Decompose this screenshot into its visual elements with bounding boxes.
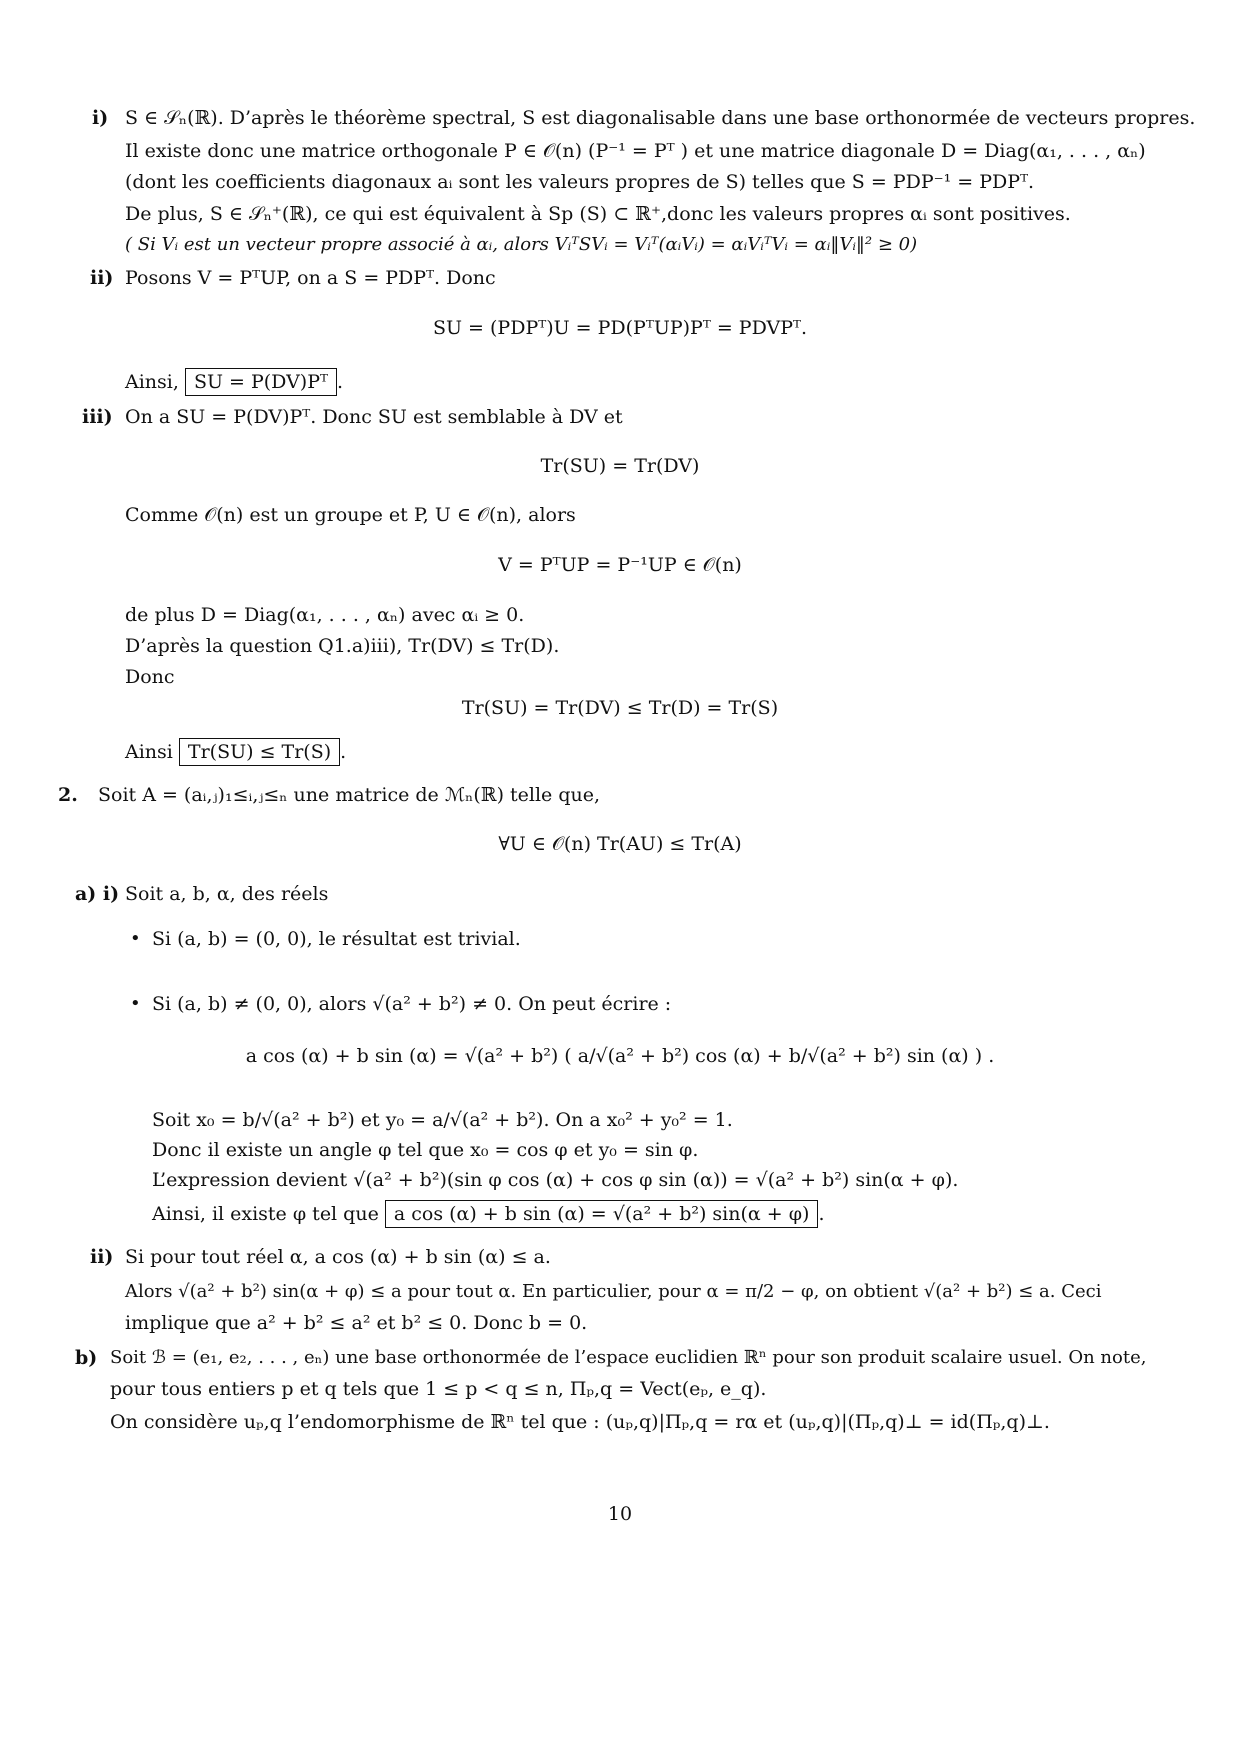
iii-equation-1: Tr(SU) = Tr(DV) bbox=[540, 455, 700, 477]
iii-equation-3: Tr(SU) = Tr(DV) ≤ Tr(D) = Tr(S) bbox=[461, 697, 779, 719]
ai-line-3: Donc il existe un angle φ tel que x₀ = cos φ et y₀ = sin φ. bbox=[152, 1139, 699, 1161]
label-iii: iii) bbox=[82, 406, 113, 428]
b-line-1: Soit ℬ = (e₁, e₂, . . . , eₙ) une base orthonormée de l’espace euclidien ℝⁿ pour son produit scalaire usuel. On note, bbox=[110, 1347, 1147, 1368]
b-line-3: On considère uₚ,q l’endomorphisme de ℝⁿ tel que : (uₚ,q)|Πₚ,q = rα et (uₚ,q)|(Πₚ,q)⊥ = id(Πₚ,q)⊥. bbox=[110, 1411, 1050, 1433]
iii-ainsi-text: Ainsi bbox=[125, 741, 173, 763]
ai-equation: a cos (α) + b sin (α) = √(a² + b²) ( a/√(a² + b²) cos (α) + b/√(a² + b²) sin (α) ) . bbox=[245, 1045, 995, 1067]
label-ii-2: ii) bbox=[90, 1246, 114, 1268]
iii-ainsi: Ainsi Tr(SU) ≤ Tr(S) . bbox=[125, 738, 346, 766]
ai-bullet-2: Si (a, b) ≠ (0, 0), alors √(a² + b²) ≠ 0. On peut écrire : bbox=[152, 993, 672, 1015]
ii-ainsi: Ainsi, SU = P(DV)Pᵀ . bbox=[125, 368, 343, 396]
ai-bullet-1: Si (a, b) = (0, 0), le résultat est trivial. bbox=[152, 928, 521, 950]
i-line-5: ( Si Vᵢ est un vecteur propre associé à αᵢ, alors VᵢᵀSVᵢ = Vᵢᵀ(αᵢVᵢ) = αᵢVᵢᵀVᵢ = αᵢ‖Vᵢ‖² ≥ 0) bbox=[125, 234, 918, 255]
i-line-4: De plus, S ∈ 𝒮ₙ⁺(ℝ), ce qui est équivalent à Sp (S) ⊂ ℝ⁺,donc les valeurs propres αᵢ sont positives. bbox=[125, 203, 1071, 225]
ii2-line-1: Si pour tout réel α, a cos (α) + b sin (α) ≤ a. bbox=[125, 1246, 551, 1268]
ai-line-4: L’expression devient √(a² + b²)(sin φ cos (α) + cos φ sin (α)) = √(a² + b²) sin(α + φ). bbox=[152, 1169, 959, 1191]
ii-boxed-result: SU = P(DV)Pᵀ bbox=[185, 368, 337, 396]
page-number: 10 bbox=[607, 1503, 633, 1525]
i-line-1: S ∈ 𝒮ₙ(ℝ). D’après le théorème spectral, S est diagonalisable dans une base orthonormée de vecteurs propres. bbox=[125, 107, 1196, 129]
iii-line-1: On a SU = P(DV)Pᵀ. Donc SU est semblable à DV et bbox=[125, 406, 623, 428]
iii-line-4: D’après la question Q1.a)iii), Tr(DV) ≤ Tr(D). bbox=[125, 635, 560, 657]
ai-line-2: Soit x₀ = b/√(a² + b²) et y₀ = a/√(a² + b²). On a x₀² + y₀² = 1. bbox=[152, 1109, 733, 1131]
ii2-line-3: implique que a² + b² ≤ a² et b² ≤ 0. Donc b = 0. bbox=[125, 1312, 588, 1334]
i-line-3: (dont les coefficients diagonaux aᵢ sont les valeurs propres de S) telles que S = PDP⁻¹ = PDPᵀ. bbox=[125, 171, 1035, 193]
ai-boxed-result: a cos (α) + b sin (α) = √(a² + b²) sin(α + φ) bbox=[385, 1200, 819, 1228]
ii-line-1: Posons V = PᵀUP, on a S = PDPᵀ. Donc bbox=[125, 267, 496, 289]
label-a-i: a) i) bbox=[75, 883, 120, 905]
ii-ainsi-text: Ainsi, bbox=[125, 371, 179, 393]
q2-equation: ∀U ∈ 𝒪(n) Tr(AU) ≤ Tr(A) bbox=[498, 833, 742, 855]
bullet-1: • bbox=[130, 928, 141, 949]
i-line-2: Il existe donc une matrice orthogonale P ∈ 𝒪(n) (P⁻¹ = Pᵀ ) et une matrice diagonale D = Diag(α₁, . . . , αₙ) bbox=[125, 140, 1146, 162]
ai-line-5: Ainsi, il existe φ tel que a cos (α) + b sin (α) = √(a² + b²) sin(α + φ) . bbox=[152, 1200, 825, 1228]
ii2-line-2: Alors √(a² + b²) sin(α + φ) ≤ a pour tout α. En particulier, pour α = π/2 − φ, on obtient √(a² + b²) ≤ a. Ceci bbox=[125, 1281, 1102, 1302]
ii-equation: SU = (PDPᵀ)U = PD(PᵀUP)Pᵀ = PDVPᵀ. bbox=[432, 317, 808, 339]
q2-line-1: Soit A = (aᵢ,ⱼ)₁≤ᵢ,ⱼ≤ₙ une matrice de ℳₙ(ℝ) telle que, bbox=[98, 784, 601, 806]
label-b: b) bbox=[75, 1347, 98, 1369]
label-question-2: 2. bbox=[58, 784, 78, 806]
iii-equation-2: V = PᵀUP = P⁻¹UP ∈ 𝒪(n) bbox=[498, 554, 742, 576]
ai-line-1: Soit a, b, α, des réels bbox=[125, 883, 329, 905]
iii-boxed-result: Tr(SU) ≤ Tr(S) bbox=[179, 738, 340, 766]
iii-line-2: Comme 𝒪(n) est un groupe et P, U ∈ 𝒪(n), alors bbox=[125, 504, 576, 526]
b-line-2: pour tous entiers p et q tels que 1 ≤ p < q ≤ n, Πₚ,q = Vect(eₚ, e_q). bbox=[110, 1378, 767, 1400]
bullet-2: • bbox=[130, 993, 141, 1014]
ai-line-5-text: Ainsi, il existe φ tel que bbox=[152, 1203, 379, 1225]
iii-line-5: Donc bbox=[125, 666, 175, 688]
label-i: i) bbox=[92, 107, 109, 129]
iii-line-3: de plus D = Diag(α₁, . . . , αₙ) avec αᵢ ≥ 0. bbox=[125, 604, 525, 626]
label-ii: ii) bbox=[90, 267, 114, 289]
